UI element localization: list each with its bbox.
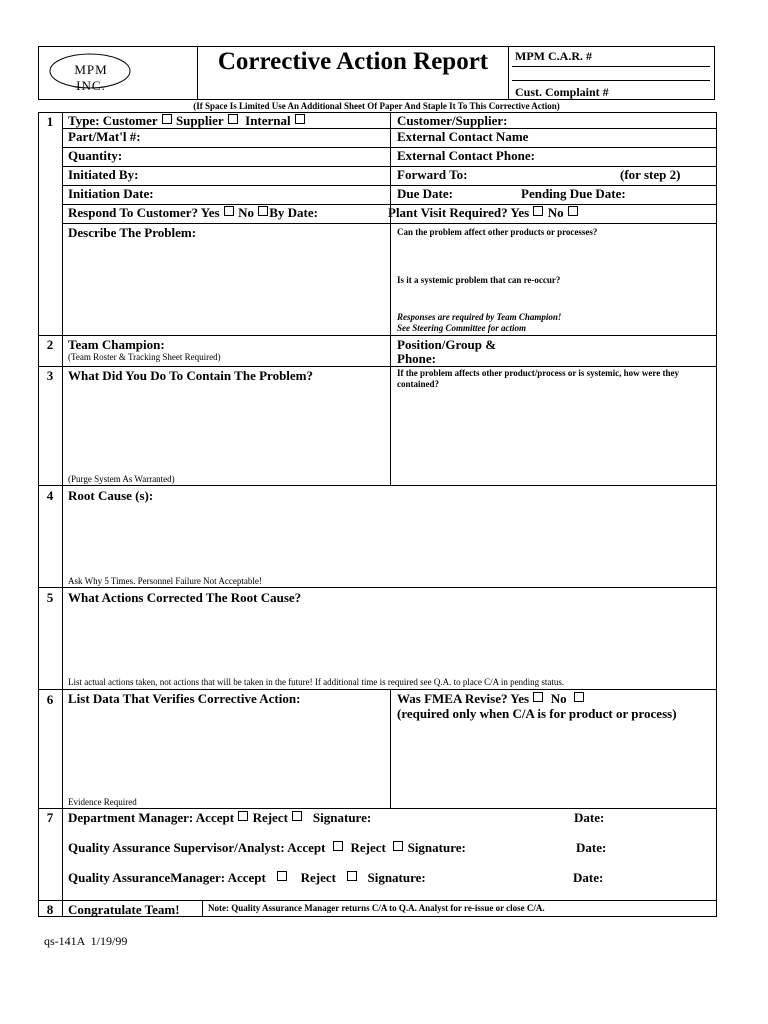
type-supplier-label: Supplier	[175, 113, 224, 128]
initiation-date-field[interactable]: Initiation Date:	[68, 186, 154, 201]
for-step-note: (for step 2)	[620, 167, 681, 182]
section-line	[38, 808, 717, 809]
dept-reject-label: Reject	[252, 810, 288, 825]
dept-reject-checkbox[interactable]	[292, 811, 302, 821]
section-line	[38, 335, 717, 336]
qa-supervisor-row	[68, 840, 466, 856]
describe-problem-label: Describe The Problem:	[68, 225, 197, 240]
part-number-field[interactable]: Part/Mat'l #:	[68, 129, 141, 144]
describe-problem-area[interactable]	[64, 242, 388, 332]
form-id: qs-141A 1/19/99	[44, 934, 128, 948]
due-date-field[interactable]: Due Date:	[397, 186, 453, 201]
respond-yes-checkbox[interactable]	[224, 206, 234, 216]
section-number: 1	[46, 114, 54, 129]
fmea-row	[397, 691, 585, 707]
qa-manager-row	[68, 870, 426, 886]
section-line	[38, 587, 717, 588]
evidence-required-note: Evidence Required	[68, 797, 137, 807]
instruction-text: (If Space Is Limited Use An Additional Sheet Of Paper And Staple It To This Corrective Action)	[193, 101, 560, 111]
section-number: 3	[46, 368, 54, 383]
section-number: 7	[46, 810, 54, 825]
report-title: Corrective Action Report	[217, 48, 489, 75]
fmea-no-label: No	[550, 691, 567, 706]
plant-visit-no-checkbox[interactable]	[568, 206, 578, 216]
customer-supplier-field[interactable]: Customer/Supplier:	[397, 113, 508, 128]
affects-contained-area[interactable]	[392, 392, 714, 482]
contain-problem-label: What Did You Do To Contain The Problem?	[68, 368, 314, 383]
forward-to-field[interactable]: Forward To:	[397, 167, 468, 182]
initiated-by-field[interactable]: Initiated By:	[68, 167, 139, 182]
dept-manager-label: Department Manager: Accept	[68, 810, 235, 825]
respond-label: Respond To Customer? Yes	[68, 205, 220, 220]
row-line	[62, 223, 717, 224]
congratulate-team-label: Congratulate Team!	[68, 902, 180, 917]
section-line	[38, 900, 717, 901]
team-champion-field[interactable]: Team Champion:	[68, 337, 165, 352]
section-number: 6	[46, 692, 54, 707]
section-number: 8	[46, 902, 54, 917]
header-divider-2	[508, 46, 509, 100]
dept-signature-field[interactable]: Signature:	[312, 810, 372, 825]
row-line	[62, 147, 717, 148]
section-line	[38, 366, 717, 367]
fmea-label: Was FMEA Revise? Yes	[397, 691, 530, 706]
type-customer-checkbox[interactable]	[162, 114, 172, 124]
external-contact-field[interactable]: External Contact Name	[397, 129, 529, 144]
root-cause-label: Root Cause (s):	[68, 488, 154, 503]
verify-data-area[interactable]	[64, 708, 388, 794]
team-roster-note: (Team Roster & Tracking Sheet Required)	[68, 352, 221, 362]
number-column-divider	[62, 112, 63, 917]
type-supplier-checkbox[interactable]	[228, 114, 238, 124]
plant-visit-label: Plant Visit Required? Yes	[388, 205, 530, 220]
dept-manager-row	[68, 810, 371, 826]
qa-supervisor-label: Quality Assurance Supervisor/Analyst: Accept	[68, 840, 326, 855]
qa-supervisor-date-field[interactable]: Date:	[576, 840, 607, 855]
purge-system-note: (Purge System As Warranted)	[68, 474, 175, 484]
plant-visit-no-label: No	[547, 205, 564, 220]
qa-manager-reject-checkbox[interactable]	[347, 871, 357, 881]
section-number: 2	[46, 337, 54, 352]
responses-note-2: See Steering Committee for actiom	[397, 323, 526, 333]
respond-by-date-label: By Date:	[269, 205, 318, 220]
ask-why-note: Ask Why 5 Times. Personnel Failure Not Acceptable!	[68, 576, 262, 586]
fmea-note: (required only when C/A is for product or process)	[397, 706, 677, 721]
complaint-number-label: Cust. Complaint #	[515, 85, 609, 99]
qa-supervisor-reject-label: Reject	[350, 840, 386, 855]
dept-accept-checkbox[interactable]	[238, 811, 248, 821]
qa-supervisor-reject-checkbox[interactable]	[393, 841, 403, 851]
car-divider	[512, 80, 710, 81]
actual-actions-note: List actual actions taken, not actions that will be taken in the future! If additional time is required see Q.A. to place C/A in pending status.	[68, 677, 565, 687]
verify-data-label: List Data That Verifies Corrective Action:	[68, 691, 301, 706]
qa-manager-date-field[interactable]: Date:	[573, 870, 604, 885]
actions-corrected-label: What Actions Corrected The Root Cause?	[68, 590, 302, 605]
qa-manager-signature-field[interactable]: Signature:	[367, 870, 426, 885]
affects-contained-note: If the problem affects other product/process or is systemic, how were they contained?	[397, 368, 679, 389]
root-cause-area[interactable]	[64, 506, 714, 574]
qa-supervisor-accept-checkbox[interactable]	[333, 841, 343, 851]
car-number-label: MPM C.A.R. #	[515, 49, 592, 63]
header-divider-1	[197, 46, 198, 100]
logo-text: MPM INC.	[74, 62, 108, 93]
external-phone-field[interactable]: External Contact Phone:	[397, 148, 535, 163]
plant-visit-yes-checkbox[interactable]	[533, 206, 543, 216]
contain-problem-area[interactable]	[64, 386, 388, 471]
respond-no-label: No	[238, 205, 254, 220]
plant-visit-row	[388, 205, 579, 221]
qa-manager-reject-label: Reject	[300, 870, 336, 885]
dept-date-field[interactable]: Date:	[574, 810, 605, 825]
pending-due-date-field[interactable]: Pending Due Date:	[521, 186, 626, 201]
responses-note-1: Responses are required by Team Champion!	[397, 312, 562, 322]
fmea-no-checkbox[interactable]	[574, 692, 584, 702]
type-internal-label: Internal	[245, 113, 291, 128]
row-line	[62, 166, 717, 167]
column-divider-s6	[390, 689, 391, 808]
type-internal-checkbox[interactable]	[295, 114, 305, 124]
qa-manager-label: Quality AssuranceManager: Accept	[68, 870, 266, 885]
section-line	[38, 485, 717, 486]
respond-row	[68, 205, 318, 221]
column-divider-s8	[202, 900, 203, 917]
position-group-label: Position/Group &	[397, 337, 497, 352]
type-label: Type: Customer	[68, 113, 158, 128]
section-number: 5	[46, 590, 54, 605]
qa-supervisor-signature-field[interactable]: Signature:	[407, 840, 466, 855]
qa-manager-accept-checkbox[interactable]	[277, 871, 287, 881]
actions-corrected-area[interactable]	[64, 608, 714, 676]
type-row	[68, 113, 306, 129]
column-divider-s1	[390, 112, 391, 485]
quantity-field[interactable]: Quantity:	[68, 148, 123, 163]
section-line	[38, 689, 717, 690]
section-number: 4	[46, 488, 54, 503]
systemic-question: Is it a systemic problem that can re-occur?	[397, 275, 561, 285]
respond-no-checkbox[interactable]	[258, 206, 268, 216]
affect-question: Can the problem affect other products or processes?	[397, 227, 598, 237]
phone-field[interactable]: Phone:	[397, 351, 436, 366]
fmea-yes-checkbox[interactable]	[533, 692, 543, 702]
car-number-field[interactable]	[512, 66, 710, 67]
qa-return-note: Note: Quality Assurance Manager returns C/A to Q.A. Analyst for re-issue or close C/A.	[208, 903, 545, 913]
